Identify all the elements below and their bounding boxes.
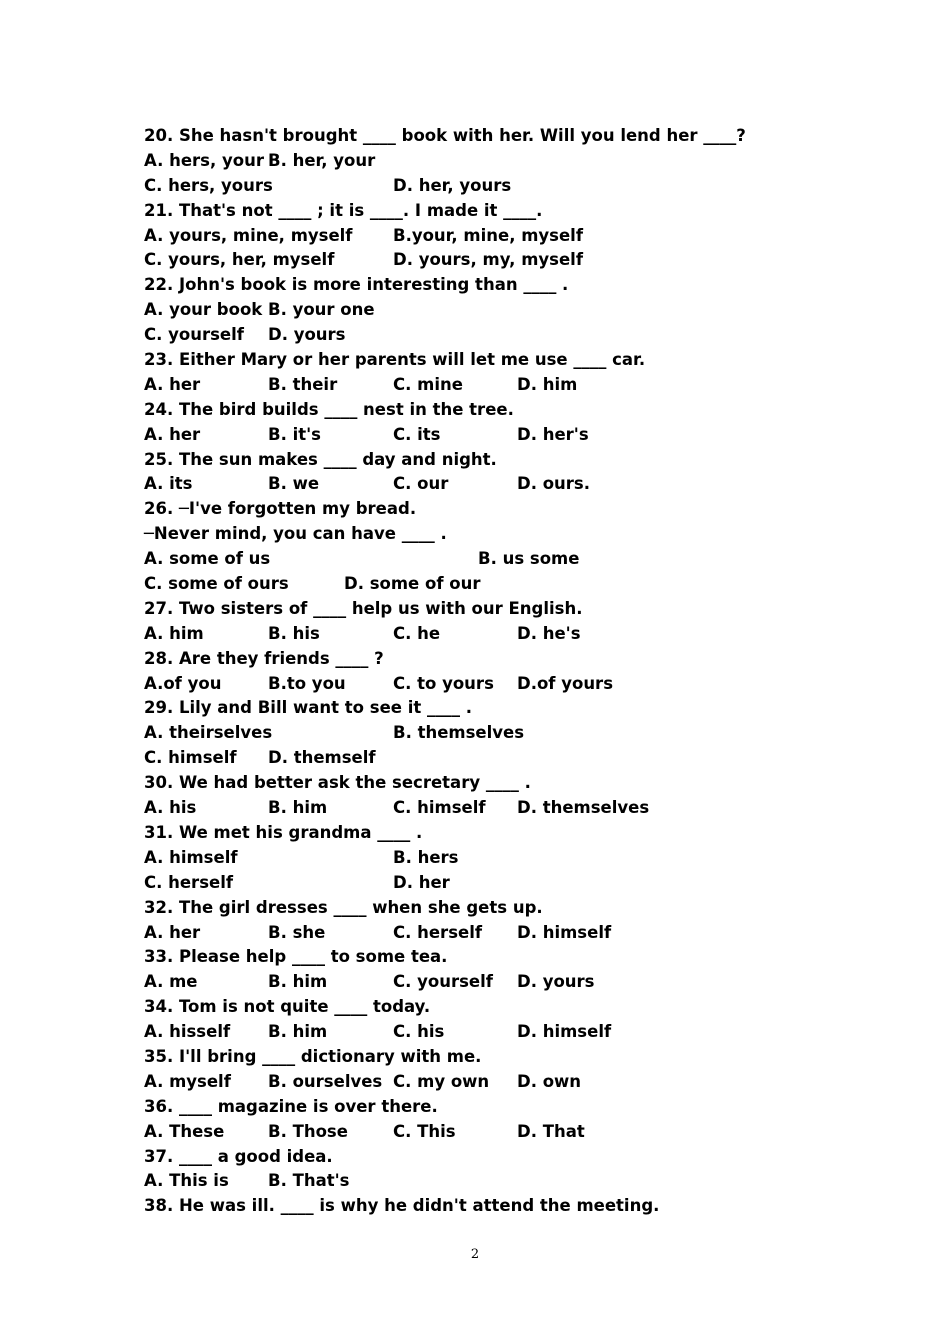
- option-c: C. yours, her, myself: [144, 250, 335, 270]
- option-row: [144, 149, 864, 174]
- question-stem: 20. She hasn't brought ____ book with her. Will you lend her ____?: [144, 126, 746, 145]
- option-c: C. to yours: [393, 673, 494, 693]
- option-row: [144, 1120, 864, 1145]
- option-c: C. some of ours: [144, 574, 289, 594]
- question-stem: 30. We had better ask the secretary ____ .: [144, 773, 531, 793]
- option-c: C. himself: [393, 798, 486, 818]
- question-stem: 38. He was ill. ____ is why he didn't attend the meeting.: [144, 1196, 660, 1216]
- option-row: [144, 1169, 864, 1194]
- option-b: B. him: [268, 972, 328, 992]
- option-row: [144, 796, 864, 821]
- option-a: A. some of us: [144, 549, 271, 569]
- option-c: C. my own: [393, 1071, 490, 1091]
- option-c: C. herself: [393, 922, 483, 942]
- option-c: C. mine: [393, 374, 463, 394]
- option-row: [144, 746, 864, 771]
- option-d: D. himself: [517, 1022, 612, 1042]
- option-row: [144, 572, 864, 597]
- option-row: [144, 373, 864, 398]
- option-c: C. himself: [144, 748, 237, 768]
- option-c: C. our: [393, 474, 449, 494]
- question-stem: 26. ─I've forgotten my bread.: [144, 499, 417, 519]
- option-b: B. us some: [478, 549, 580, 569]
- option-row: [144, 224, 864, 249]
- question-stem: 37. ____ a good idea.: [144, 1146, 333, 1166]
- option-b: B. him: [268, 1022, 328, 1042]
- option-b: B. him: [268, 798, 328, 818]
- option-row: [144, 547, 864, 572]
- option-b: B. she: [268, 922, 326, 942]
- option-d: D. yours, my, myself: [393, 250, 583, 270]
- option-d: D. yours: [517, 972, 595, 992]
- question-stem: 29. Lily and Bill want to see it ____ .: [144, 698, 472, 718]
- question-stem: 27. Two sisters of ____ help us with our English.: [144, 598, 583, 618]
- option-row: [144, 921, 864, 946]
- option-row: [144, 721, 864, 746]
- question-stem: 24. The bird builds ____ nest in the tree.: [144, 399, 514, 419]
- question-list: [144, 124, 864, 1219]
- option-row: [144, 298, 864, 323]
- option-d: D. own: [517, 1071, 582, 1091]
- option-c: C. yourself: [393, 972, 493, 992]
- option-d: D. That: [517, 1121, 585, 1141]
- option-row: [144, 871, 864, 896]
- option-c: C. yourself: [144, 325, 244, 345]
- option-a: A. her: [144, 922, 201, 942]
- option-row: [144, 248, 864, 273]
- question-stem: 33. Please help ____ to some tea.: [144, 947, 448, 967]
- option-b: B. her, your: [268, 150, 376, 170]
- question-stem: 35. I'll bring ____ dictionary with me.: [144, 1046, 482, 1066]
- option-d: D. themselves: [517, 798, 650, 818]
- option-row: [144, 970, 864, 995]
- option-row: [144, 846, 864, 871]
- question-stem: 25. The sun makes ____ day and night.: [144, 449, 497, 469]
- option-d: D. her's: [517, 424, 589, 444]
- option-d: D. himself: [517, 922, 612, 942]
- option-c: C. his: [393, 1022, 445, 1042]
- option-d: D. yours: [268, 325, 346, 345]
- option-a: A. yours, mine, myself: [144, 225, 353, 245]
- option-b: B. your one: [268, 300, 375, 320]
- option-b: B. their: [268, 374, 338, 394]
- option-a: A. These: [144, 1121, 225, 1141]
- option-b: B. his: [268, 623, 320, 643]
- option-b: B. hers: [393, 847, 459, 867]
- option-a: A. his: [144, 798, 197, 818]
- question-stem: 34. Tom is not quite ____ today.: [144, 997, 431, 1017]
- question-stem: 21. That's not ____ ; it is ____. I made it ____.: [144, 200, 543, 220]
- option-a: A. hers, your: [144, 150, 264, 170]
- option-d: D. themself: [268, 748, 376, 768]
- question-stem-reply: ─Never mind, you can have ____ .: [144, 524, 447, 544]
- question-stem: 36. ____ magazine is over there.: [144, 1096, 438, 1116]
- option-a: A. himself: [144, 847, 238, 867]
- option-row: [144, 323, 864, 348]
- option-a: A. hisself: [144, 1022, 231, 1042]
- option-d: D. he's: [517, 623, 581, 643]
- option-b: B. That's: [268, 1171, 350, 1191]
- question-stem: 28. Are they friends ____ ?: [144, 648, 384, 668]
- option-a: A. its: [144, 474, 193, 494]
- option-a: A. her: [144, 424, 201, 444]
- option-c: C. its: [393, 424, 441, 444]
- option-d: D. him: [517, 374, 578, 394]
- page-number: 2: [470, 1247, 480, 1262]
- option-a: A. your book: [144, 300, 263, 320]
- question-stem: 23. Either Mary or her parents will let me use ____ car.: [144, 350, 646, 370]
- question-stem: 32. The girl dresses ____ when she gets up.: [144, 897, 543, 917]
- option-a: A. theirselves: [144, 723, 273, 743]
- option-row: [144, 1070, 864, 1095]
- option-a: A. This is: [144, 1171, 229, 1191]
- option-a: A. him: [144, 623, 204, 643]
- option-a: A.of you: [144, 673, 222, 693]
- option-a: A. me: [144, 972, 198, 992]
- option-c: C. hers, yours: [144, 175, 273, 195]
- option-b: B. it's: [268, 424, 322, 444]
- option-d: D.of yours: [517, 673, 614, 693]
- option-row: [144, 672, 864, 697]
- option-row: [144, 423, 864, 448]
- option-a: A. myself: [144, 1071, 231, 1091]
- option-d: D. ours.: [517, 474, 591, 494]
- option-b: B.to you: [268, 673, 346, 693]
- option-a: A. her: [144, 374, 201, 394]
- option-row: [144, 174, 864, 199]
- option-row: [144, 622, 864, 647]
- option-c: C. he: [393, 623, 441, 643]
- option-b: B. themselves: [393, 723, 525, 743]
- option-row: [144, 1020, 864, 1045]
- option-d: D. her: [393, 872, 450, 892]
- option-row: [144, 472, 864, 497]
- option-b: B. Those: [268, 1121, 348, 1141]
- option-c: C. This: [393, 1121, 456, 1141]
- option-b: B. ourselves: [268, 1071, 383, 1091]
- option-d: D. some of our: [344, 574, 481, 594]
- option-b: B. we: [268, 474, 320, 494]
- question-stem: 31. We met his grandma ____ .: [144, 822, 423, 842]
- question-stem: 22. John's book is more interesting than ____ .: [144, 275, 569, 295]
- option-c: C. herself: [144, 872, 234, 892]
- option-b: B.your, mine, myself: [393, 225, 583, 245]
- option-d: D. her, yours: [393, 175, 512, 195]
